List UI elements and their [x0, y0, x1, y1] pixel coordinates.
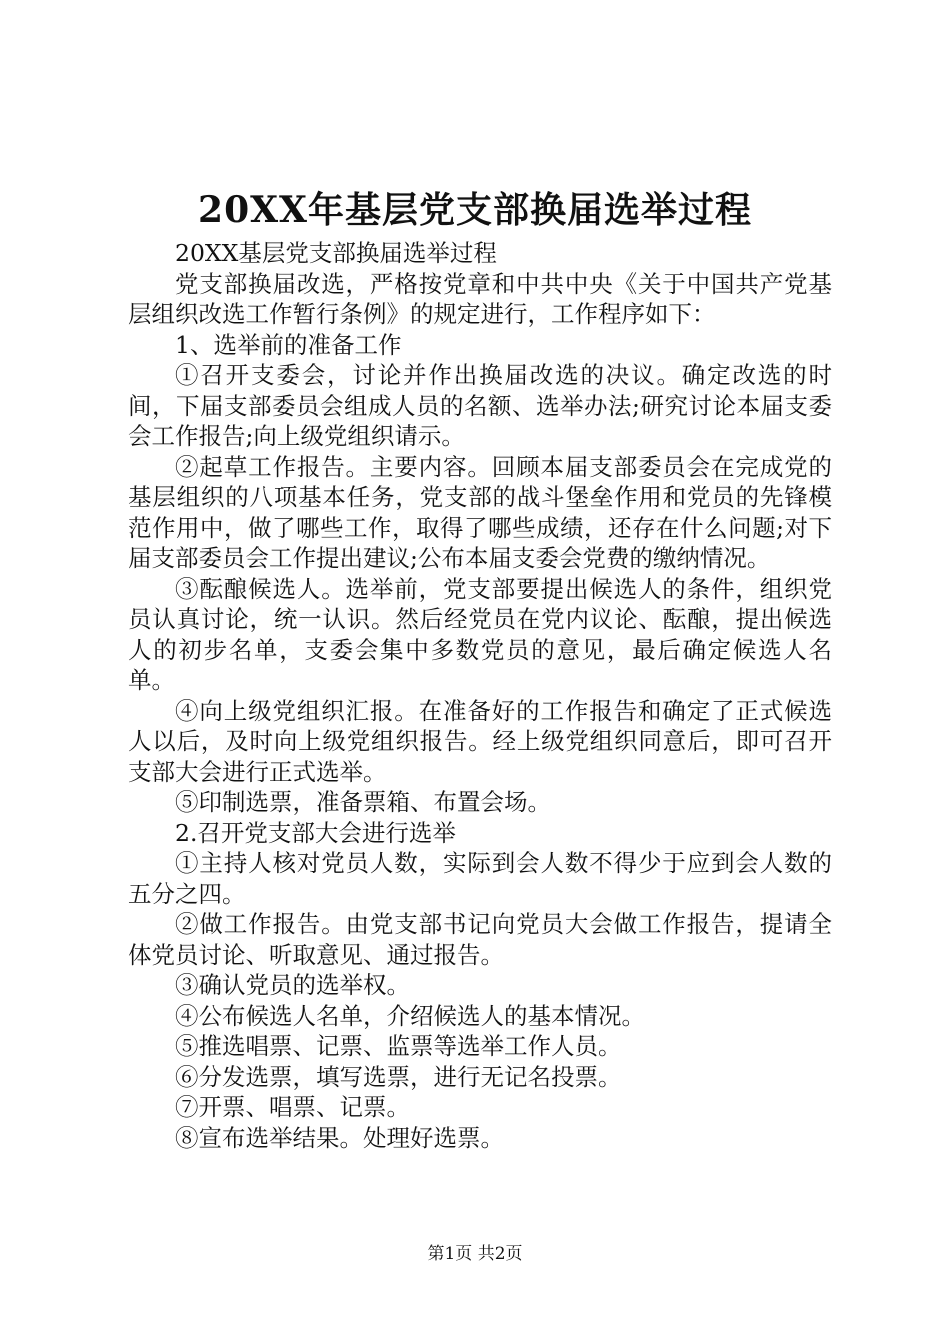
election-step-8: ⑧宣布选举结果。处理好选票。	[175, 1123, 504, 1152]
election-step-2: ②做工作报告。由党支部书记向党员大会做工作报告，提请全体党员讨论、听取意见、通过报告。	[128, 910, 832, 969]
prep-step-3: ③酝酿候选人。选举前，党支部要提出候选人的条件，组织党员认真讨论，统一认识。然后经党员在党内议论、酝酿，提出候选人的初步名单，支委会集中多数党员的意见，最后确定候选人名单。	[128, 574, 832, 694]
document-body	[128, 238, 832, 1153]
prep-step-5: ⑤印制选票，准备票箱、布置会场。	[175, 788, 551, 816]
prep-step-1: ①召开支委会，讨论并作出换届改选的决议。确定改选的时间，下届支部委员会组成人员的名额、选举办法;研究讨论本届支委会工作报告;向上级党组织请示。	[128, 361, 832, 450]
intro-paragraph: 党支部换届改选，严格按党章和中共中央《关于中国共产党基层组织改选工作暂行条例》的规定进行，工作程序如下：	[128, 269, 832, 328]
prep-step-2: ②起草工作报告。主要内容。回顾本届支部委员会在完成党的基层组织的八项基本任务，党支部的战斗堡垒作用和党员的先锋模范作用中，做了哪些工作，取得了哪些成绩，还存在什么问题;对下届支部委员会工作提出建议;公布本届支委会党费的缴纳情况。	[128, 452, 832, 572]
page-footer: 第1页 共2页	[427, 1244, 523, 1264]
election-step-5: ⑤推选唱票、记票、监票等选举工作人员。	[175, 1032, 622, 1060]
section-heading-2: 2.召开党支部大会进行选举	[175, 818, 456, 847]
election-step-3: ③确认党员的选举权。	[175, 971, 410, 999]
election-step-1: ①主持人核对党员人数，实际到会人数不得少于应到会人数的五分之四。	[128, 849, 832, 908]
election-step-4: ④公布候选人名单，介绍候选人的基本情况。	[175, 1001, 645, 1030]
prep-step-4: ④向上级党组织汇报。在准备好的工作报告和确定了正式候选人以后，及时向上级党组织报告。经上级党组织同意后，即可召开支部大会进行正式选举。	[128, 696, 832, 786]
election-step-6: ⑥分发选票，填写选票，进行无记名投票。	[175, 1062, 622, 1091]
election-step-7: ⑦开票、唱票、记票。	[175, 1093, 410, 1121]
page-title: 20XX年基层党支部换届选举过程	[198, 189, 752, 231]
subtitle-paragraph: 20XX基层党支部换届选举过程	[175, 239, 497, 267]
section-heading-1: 1、选举前的准备工作	[175, 330, 402, 359]
